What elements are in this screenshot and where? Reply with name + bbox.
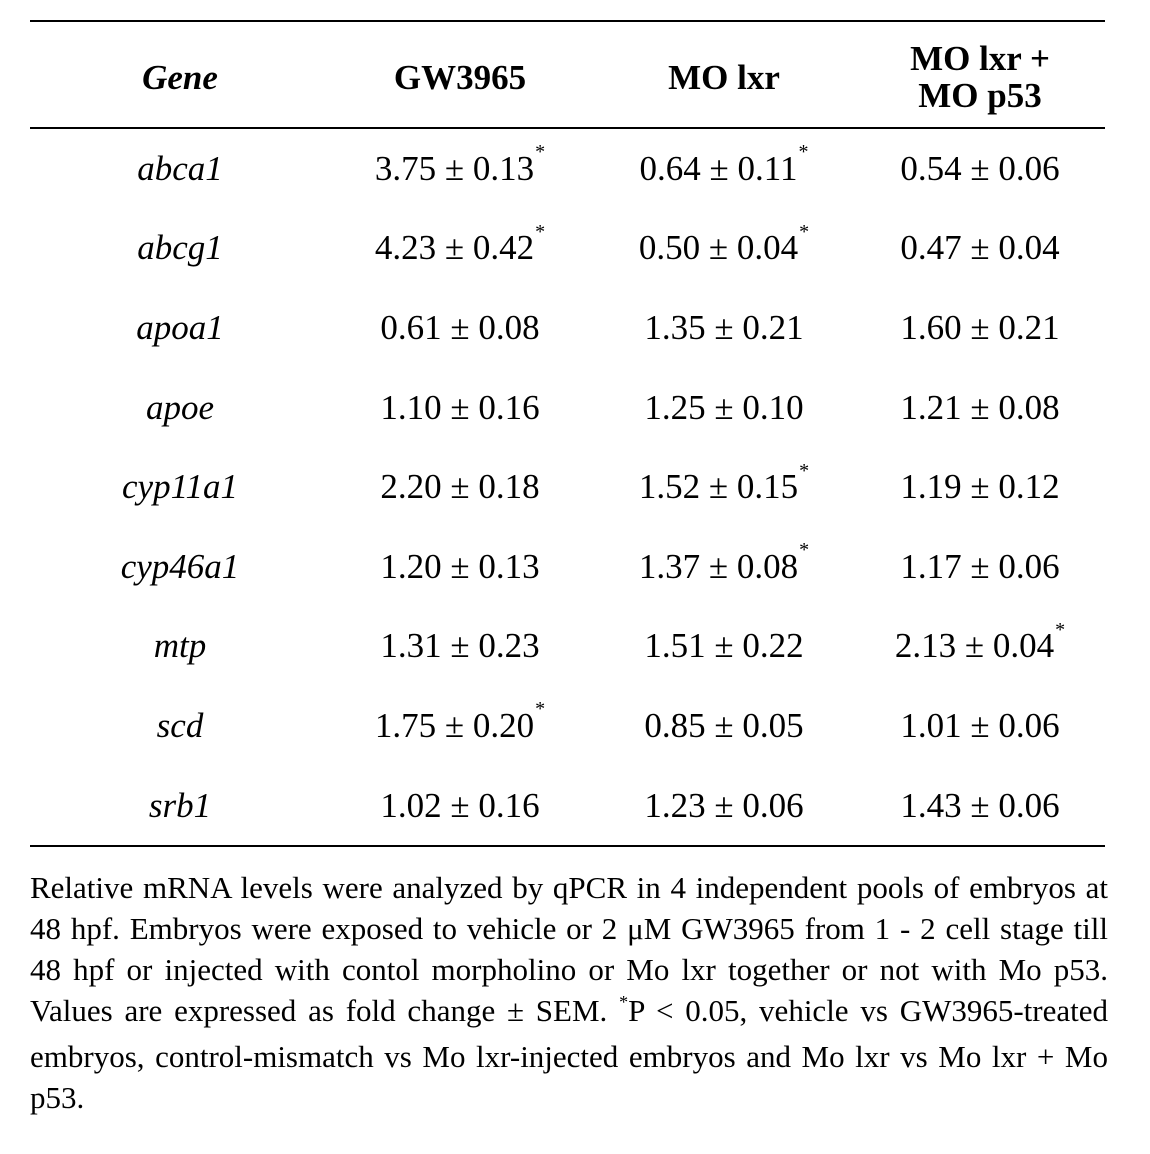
gene-cell: cyp11a1 [122,467,238,507]
value-cell-c1 [330,447,590,527]
header-gene: Gene [142,57,218,97]
significance-asterisk: * [799,220,810,243]
table-row [0,368,1150,448]
significance-asterisk: * [798,141,809,164]
value-text: 1.35 ± 0.21 [644,307,804,347]
value-text: 1.19 ± 0.12 [900,467,1060,507]
gene-cell: abcg1 [137,228,223,268]
table-row [0,129,1150,209]
value-cell-c1 [330,527,590,607]
value-cell-c3 [850,686,1110,766]
significance-asterisk: * [535,220,546,243]
header-mo-lxr-plus-line: MO lxr + [910,39,1050,78]
gene-cell: cyp46a1 [120,546,240,586]
bottom-rule [30,845,1105,847]
value-cell-c2 [594,766,854,846]
value-cell-c1 [330,209,590,289]
value-text: 4.23 ± 0.42 [374,228,535,268]
table-row [0,686,1150,766]
value-text: 1.60 ± 0.21 [900,307,1060,347]
gene-cell: scd [156,705,204,745]
significance-asterisk: * [1055,618,1066,641]
gene-cell: apoa1 [136,307,224,347]
value-cell-c2 [594,607,854,687]
value-text: 1.20 ± 0.13 [380,546,540,586]
value-text: 2.20 ± 0.18 [380,467,540,507]
header-gw3965: GW3965 [393,57,527,97]
value-text: 0.50 ± 0.04 [638,228,799,268]
value-text: 0.47 ± 0.04 [900,228,1060,268]
table-row [0,447,1150,527]
value-text: 0.61 ± 0.08 [380,307,540,347]
value-text: 1.02 ± 0.16 [380,785,540,825]
header-mo-lxr: MO lxr [668,57,780,97]
value-text: 3.75 ± 0.13 [374,148,535,188]
header-mo-p53-line: MO p53 [918,76,1042,115]
value-text: 2.13 ± 0.04 [894,626,1055,666]
value-cell-c2 [594,209,854,289]
table-row [0,288,1150,368]
value-text: 1.21 ± 0.08 [900,387,1060,427]
value-text: 1.17 ± 0.06 [900,546,1060,586]
value-text: 0.54 ± 0.06 [900,148,1060,188]
value-text: 1.31 ± 0.23 [380,626,540,666]
value-cell-c3 [850,527,1110,607]
value-cell-c3 [850,368,1110,448]
value-text: 1.75 ± 0.20 [374,705,535,745]
value-text: 1.23 ± 0.06 [644,785,804,825]
value-cell-c2 [594,447,854,527]
significance-asterisk: * [799,459,810,482]
value-text: 1.51 ± 0.22 [644,626,804,666]
value-cell-c2 [594,527,854,607]
top-rule [30,20,1105,22]
significance-asterisk: * [799,539,810,562]
gene-cell: mtp [153,626,207,666]
value-text: 0.85 ± 0.05 [644,705,804,745]
header-mo-lxr-mo-p53 [850,27,1110,127]
value-text: 1.10 ± 0.16 [380,387,540,427]
footnote-asterisk: * [619,992,629,1012]
gene-cell: srb1 [148,785,212,825]
value-text: 1.43 ± 0.06 [900,785,1060,825]
table-row [0,209,1150,289]
value-cell-c1 [330,288,590,368]
value-text: 1.52 ± 0.15 [638,467,799,507]
value-cell-c2 [594,129,854,209]
value-cell-c1 [330,607,590,687]
value-cell-c1 [330,368,590,448]
value-cell-c3 [850,607,1110,687]
significance-asterisk: * [535,141,546,164]
value-cell-c3 [850,447,1110,527]
table-body [0,129,1150,845]
table-footnote [30,867,1108,1118]
footnote-text-part2: P < 0.05, vehicle vs GW3965-treated embryos, control-mismatch vs Mo lxr-injected embryos and Mo lxr vs Mo lxr + Mo p53. [30,993,1109,1115]
table-row [0,766,1150,846]
table-row [0,607,1150,687]
value-cell-c2 [594,288,854,368]
value-text: 1.25 ± 0.10 [644,387,804,427]
value-cell-c2 [594,368,854,448]
gene-cell: abca1 [137,148,223,188]
value-cell-c1 [330,686,590,766]
value-cell-c3 [850,209,1110,289]
gene-cell: apoe [145,387,215,427]
value-cell-c2 [594,686,854,766]
value-text: 1.01 ± 0.06 [900,705,1060,745]
value-cell-c3 [850,129,1110,209]
value-text: 1.37 ± 0.08 [638,546,799,586]
significance-asterisk: * [535,698,546,721]
value-cell-c3 [850,288,1110,368]
value-cell-c1 [330,129,590,209]
value-cell-c1 [330,766,590,846]
value-cell-c3 [850,766,1110,846]
footnote-text-part1: Relative mRNA levels were analyzed by qPCR in 4 independent pools of embryos at 48 hpf. Embryos were exposed to vehicle or 2 μM GW3965 from 1 - 2 cell stage till 48 hpf or injected with contol morpholino or Mo lxr together or not with Mo p53. Values are expressed as fold change ± SEM. [30,870,1108,1028]
value-text: 0.64 ± 0.11 [639,148,798,188]
table-row [0,527,1150,607]
